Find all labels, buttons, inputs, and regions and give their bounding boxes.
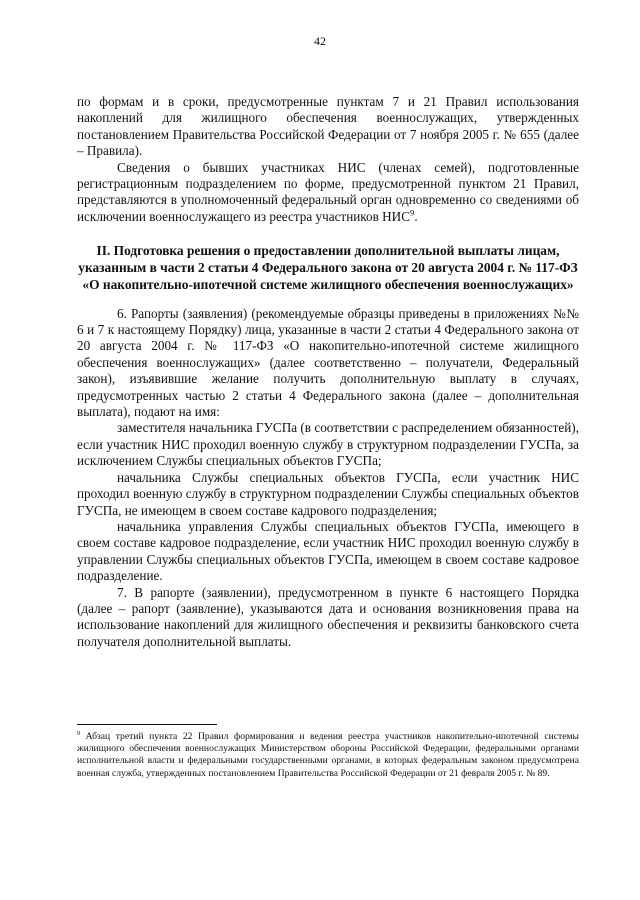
- paragraph-text: Сведения о бывших участниках НИС (членах семей), подготовленные регистрационным подразделением по форме, предусмотренной пунктом 21 Правил, представляются в уполномоченный федеральный орган одновременно со сведениями об исключении военнослужащего из реестра участников НИС: [77, 159, 579, 224]
- footnote-text: Абзац третий пункта 22 Правил формирования и ведения реестра участников накопительно-ипотечной системы жилищного обеспечения военнослужащих Министерством обороны Российской Федерации, федеральными органами исполнительной власти и федеральными государственными органами, в которых федеральным законом предусмотрена военная служба, утвержденных постановлением Правительства Российской Федерации от 21 февраля 2005 г. № 89.: [77, 731, 579, 779]
- paragraph-deputy-head: заместителя начальника ГУСПа (в соответствии с распределением обязанностей), если участник НИС проходил военную службу в структурном подразделении ГУСПа, за исключением Службы специальных объектов ГУСПа;: [77, 420, 579, 469]
- paragraph-item-6: 6. Рапорты (заявления) (рекомендуемые образцы приведены в приложениях №№ 6 и 7 к настоящему Порядку) лица, указанные в части 2 статьи 4 Федерального закона от 20 августа 2004 г. № 117-ФЗ «О накопительно-ипотечной системе жилищного обеспечения военнослужащих» (далее соответственно – получатели, Федеральный закон), изъявившие желание получить дополнительную выплату в случаях, предусмотренных частью 2 статьи 4 Федерального закона (далее – дополнительная выплата), подают на имя:: [77, 305, 579, 420]
- footnote-divider: [77, 724, 217, 725]
- paragraph-end: .: [414, 208, 418, 224]
- paragraph-former-participants: [77, 160, 579, 226]
- paragraph-head-directorate: начальника управления Службы специальных объектов ГУСПа, имеющего в своем составе кадровое подразделение, если участник НИС проходил военную службу в управлении Службы специальных объектов ГУСПа, имеющем в своем составе кадровое подразделение.: [77, 518, 579, 584]
- section-heading: II. Подготовка решения о предоставлении дополнительной выплаты лицам, указанным в части 2 статьи 4 Федерального закона от 20 августа 2004 г. № 117-ФЗ «О накопительно-ипотечной системе жилищного обеспечения военнослужащих»: [78, 243, 578, 292]
- paragraph-continuation: по формам и в сроки, предусмотренные пунктам 7 и 21 Правил использования накоплений для жилищного обеспечения военнослужащих, утвержденных постановлением Правительства Российской Федерации от 7 ноября 2005 г. № 655 (далее – Правила).: [77, 94, 579, 159]
- footnote-mark: 9: [77, 729, 81, 737]
- document-body: [77, 94, 579, 650]
- paragraph-item-7: 7. В рапорте (заявлении), предусмотренном в пункте 6 настоящего Порядка (далее – рапорт (заявление), указываются дата и основания возникновения права на использование накоплений для жилищного обеспечения и реквизиты банковского счета получателя дополнительной выплаты.: [77, 584, 579, 649]
- footnote: [77, 731, 579, 780]
- footnote-reference: 9: [410, 207, 415, 218]
- paragraph-head-special-service: начальника Службы специальных объектов ГУСПа, если участник НИС проходил военную службу в структурном подразделении Службы специальных объектов ГУСПа, не имеющем в своем составе кадрового подразделения;: [77, 469, 579, 518]
- page-number: 42: [314, 34, 326, 48]
